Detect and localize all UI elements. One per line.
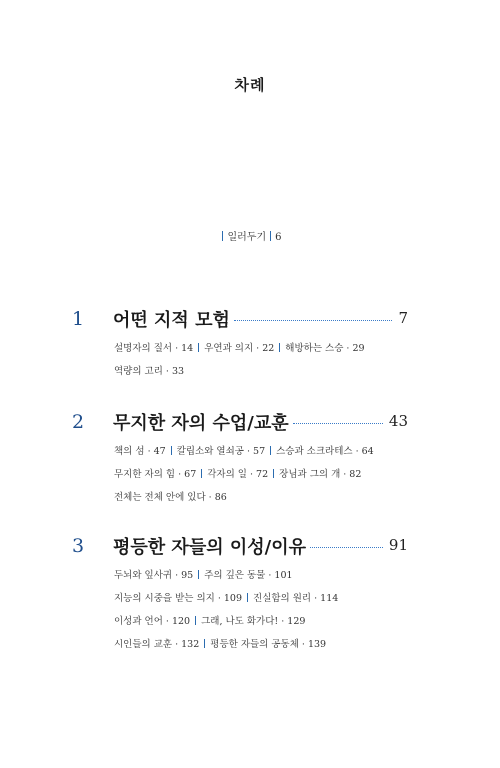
chapter-number: 3: [72, 535, 85, 557]
chapter-1: [0, 306, 500, 386]
section-line: [114, 340, 500, 354]
section-entry[interactable]: 책의 섬 · 47: [114, 446, 166, 457]
section-line: [114, 613, 500, 627]
notes-label: 일러두기: [227, 232, 267, 243]
chapter-heading[interactable]: [0, 306, 500, 332]
section-entry[interactable]: 평등한 자들의 공동체 · 139: [210, 639, 327, 650]
chapter-page-number: 7: [398, 309, 408, 327]
section-list: [114, 567, 500, 650]
separator-bar: [171, 446, 172, 455]
chapter-heading[interactable]: [0, 409, 500, 435]
section-entry[interactable]: 역량의 고리 · 33: [114, 366, 185, 377]
section-entry[interactable]: 칼립소와 열쇠공 · 57: [176, 446, 266, 457]
separator-bar: [273, 469, 274, 478]
section-list: [114, 340, 500, 377]
chapter-title: 평등한 자들의 이성/이유: [113, 537, 306, 558]
notes-page: 6: [275, 232, 282, 243]
chapter-title: 어떤 지적 모험: [113, 310, 230, 331]
separator-bar: [198, 343, 199, 352]
section-entry[interactable]: 장님과 그의 개 · 82: [279, 469, 362, 480]
dotted-leader: [234, 320, 393, 321]
separator-bar: [195, 616, 196, 625]
section-entry[interactable]: 스승과 소크라테스 · 64: [276, 446, 374, 457]
section-list: [114, 443, 500, 503]
notes-entry[interactable]: [0, 228, 500, 243]
section-entry[interactable]: 지능의 시중을 받는 의지 · 109: [114, 593, 243, 604]
chapter-page-number: 91: [388, 536, 408, 554]
page-title: 차례: [234, 76, 266, 94]
section-line: [114, 489, 500, 503]
section-entry[interactable]: 이성과 언어 · 120: [114, 616, 191, 627]
section-entry[interactable]: 무지한 자의 힘 · 67: [114, 469, 197, 480]
chapter-page-number: 43: [388, 412, 408, 430]
section-line: [114, 590, 500, 604]
section-line: [114, 363, 500, 377]
dotted-leader: [293, 423, 383, 424]
dotted-leader: [310, 547, 383, 548]
section-entry[interactable]: 각자의 일 · 72: [207, 469, 269, 480]
chapter-2: [0, 409, 500, 512]
separator-bar: [222, 231, 223, 241]
section-entry[interactable]: 그래, 나도 화가다! · 129: [201, 616, 306, 627]
section-entry[interactable]: 전체는 전체 안에 있다 · 86: [114, 492, 227, 503]
section-line: [114, 443, 500, 457]
separator-bar: [270, 231, 271, 241]
section-entry[interactable]: 진실함의 원리 · 114: [253, 593, 339, 604]
chapter-title: 무지한 자의 수업/교훈: [113, 413, 289, 434]
section-entry[interactable]: 우연과 의지 · 22: [204, 343, 275, 354]
section-entry[interactable]: 주의 깊은 동물 · 101: [204, 570, 293, 581]
separator-bar: [279, 343, 280, 352]
chapter-number: 1: [72, 308, 85, 330]
section-entry[interactable]: 시인들의 교훈 · 132: [114, 639, 200, 650]
separator-bar: [198, 570, 199, 579]
section-line: [114, 636, 500, 650]
section-line: [114, 466, 500, 480]
chapter-heading[interactable]: [0, 533, 500, 559]
section-entry[interactable]: 두뇌와 잎사귀 · 95: [114, 570, 194, 581]
section-entry[interactable]: 해방하는 스승 · 29: [285, 343, 365, 354]
section-line: [114, 567, 500, 581]
separator-bar: [204, 639, 205, 648]
section-entry[interactable]: 설명자의 질서 · 14: [114, 343, 194, 354]
separator-bar: [270, 446, 271, 455]
separator-bar: [201, 469, 202, 478]
separator-bar: [247, 593, 248, 602]
chapter-3: [0, 533, 500, 659]
chapter-number: 2: [72, 411, 85, 433]
